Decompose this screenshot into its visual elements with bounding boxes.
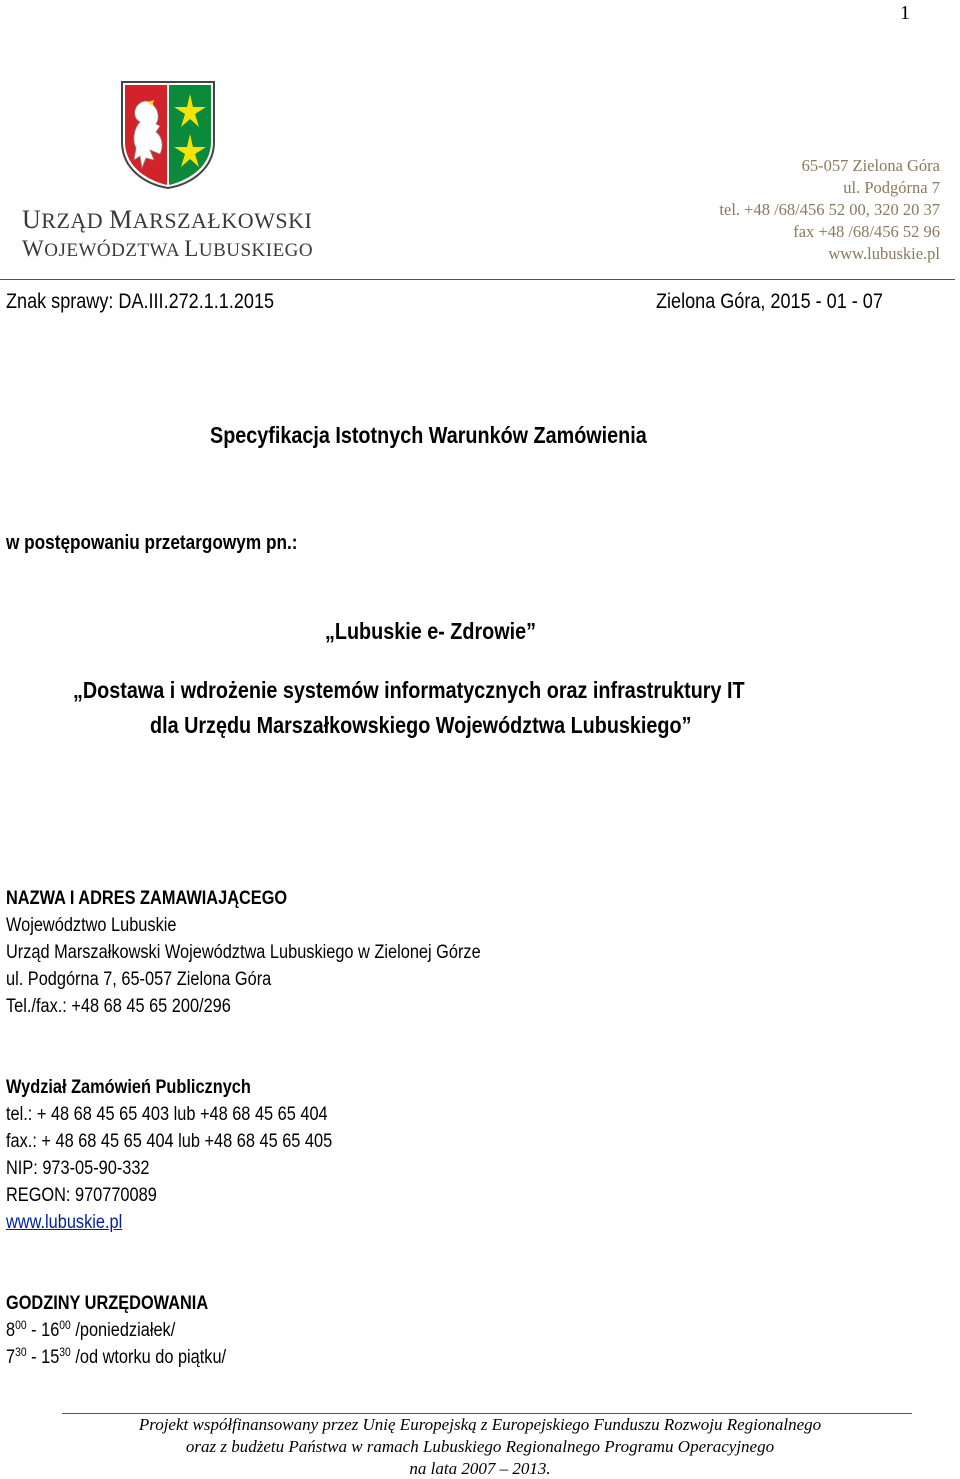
- department-line: fax.: + 48 68 45 65 404 lub +48 68 45 65 405: [6, 1131, 333, 1152]
- org-name-line2: WOJEWÓDZTWA LUBUSKIEGO: [22, 236, 314, 261]
- project-description-line2: dla Urzędu Marszałkowskiego Województwa Lubuskiego”: [150, 712, 692, 738]
- office-hours-row: $8^{00} - 16^{00}$ /poniedziałek/: [6, 1318, 176, 1341]
- authority-line: Tel./fax.: +48 68 45 65 200/296: [6, 996, 231, 1017]
- office-hours-row: $7^{30} - 15^{30}$ /od wtorku do piątku/: [6, 1345, 227, 1368]
- authority-line: Województwo Lubuskie: [6, 915, 177, 936]
- authority-line: ul. Podgórna 7, 65-057 Zielona Góra: [6, 969, 272, 990]
- coat-of-arms-logo: [120, 80, 216, 190]
- project-name: „Lubuskie e- Zdrowie”: [325, 618, 537, 644]
- department-line: tel.: + 48 68 45 65 403 lub +48 68 45 65 404: [6, 1104, 328, 1125]
- address-phone: tel. +48 /68/456 52 00, 320 20 37: [719, 200, 940, 219]
- address-fax: fax +48 /68/456 52 96: [793, 222, 940, 241]
- office-hours-heading: GODZINY URZĘDOWANIA: [6, 1293, 209, 1314]
- department-line: NIP: 973-05-90-332: [6, 1158, 150, 1179]
- project-description-line1: „Dostawa i wdrożenie systemów informatycznych oraz infrastruktury IT: [73, 677, 745, 703]
- authority-line: Urząd Marszałkowski Województwa Lubuskiego w Zielonej Górze: [6, 942, 481, 963]
- footer-divider: [62, 1413, 912, 1414]
- document-title: Specyfikacja Istotnych Warunków Zamówienia: [210, 422, 647, 448]
- reference-number: Znak sprawy: DA.III.272.1.1.2015: [6, 290, 275, 313]
- department-line: REGON: 970770089: [6, 1185, 157, 1206]
- address-street: ul. Podgórna 7: [843, 178, 940, 197]
- address-website: www.lubuskie.pl: [828, 244, 940, 263]
- header-divider: [0, 279, 955, 280]
- document-date: Zielona Góra, 2015 - 01 - 07: [656, 290, 883, 313]
- procedure-label: w postępowaniu przetargowym pn.:: [6, 532, 298, 554]
- footer-line: oraz z budżetu Państwa w ramach Lubuskiego Regionalnego Programu Operacyjnego: [185, 1437, 775, 1456]
- footer-line: Projekt współfinansowany przez Unię Europejską z Europejskiego Funduszu Rozwoju Regionalnego: [138, 1415, 822, 1434]
- org-name-line1: URZĄD MARSZAŁKOWSKI: [22, 205, 313, 234]
- address-city: 65-057 Zielona Góra: [801, 156, 940, 175]
- contracting-authority-heading: NAZWA I ADRES ZAMAWIAJĄCEGO: [6, 888, 288, 909]
- department-heading: Wydział Zamówień Publicznych: [6, 1077, 251, 1098]
- website-link[interactable]: www.lubuskie.pl: [6, 1212, 123, 1233]
- page-number: 1: [900, 2, 910, 24]
- footer-line: na lata 2007 – 2013.: [409, 1459, 551, 1478]
